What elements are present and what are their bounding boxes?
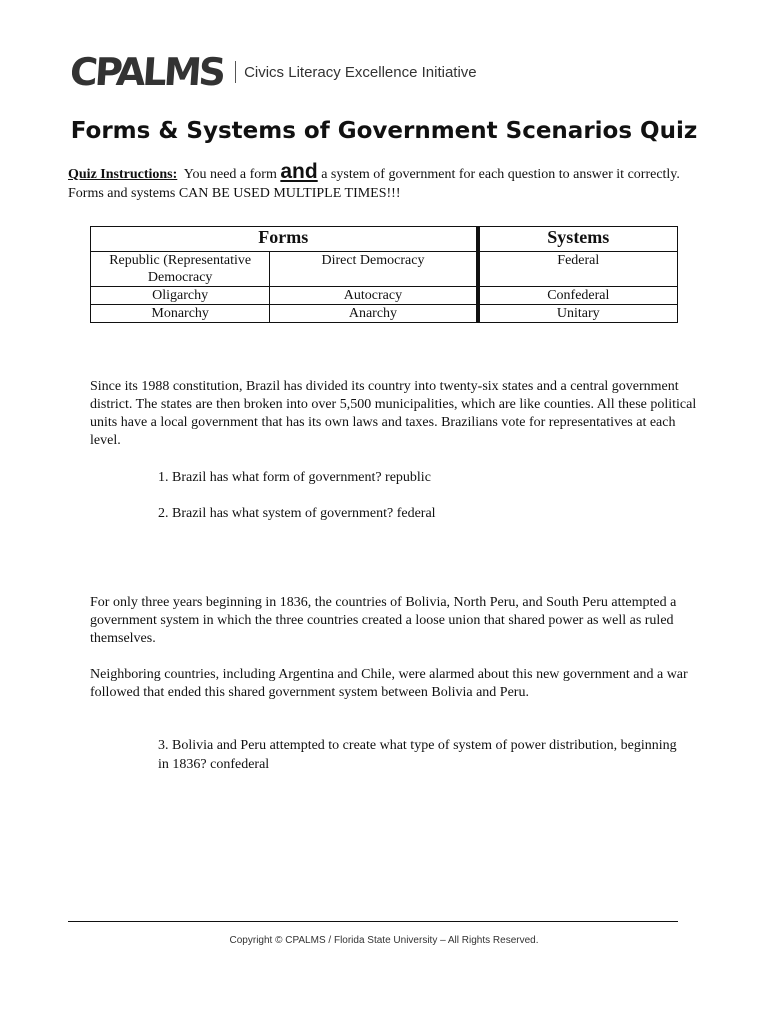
header — [70, 50, 477, 94]
table-cell: Republic (Representative Democracy — [91, 252, 270, 287]
table-cell: Anarchy — [270, 305, 478, 323]
table-cell: Autocracy — [270, 287, 478, 305]
table-cell: Oligarchy — [91, 287, 270, 305]
table-cell: Monarchy — [91, 305, 270, 323]
instructions-emphasis: and — [280, 160, 318, 183]
page-title: Forms & Systems of Government Scenarios Quiz — [70, 118, 698, 144]
instructions-text-before: You need a form — [183, 167, 277, 182]
forms-header: Forms — [91, 227, 478, 252]
footer-divider — [68, 921, 678, 922]
instructions-text-after: a system of government for each question to answer it correctly. Forms and systems CAN BE USED MULTIPLE TIMES!!! — [68, 167, 680, 201]
forms-systems-table — [90, 226, 678, 323]
logo-wordmark: CPALMS — [68, 50, 225, 94]
cpalms-logo — [68, 50, 225, 94]
table-row — [91, 252, 678, 287]
instructions-label: Quiz Instructions: — [68, 167, 178, 182]
logo-tagline: Civics Literacy Excellence Initiative — [244, 63, 477, 81]
question-3: 3. Bolivia and Peru attempted to create what type of system of power distribution, beginning in 1836? confederal — [158, 738, 677, 772]
scenario-brazil: Since its 1988 constitution, Brazil has divided its country into twenty-six states and a central government district. The states are then broken into over 5,500 municipalities, which are like counties. All these political units have a local government that has its own laws and taxes. Brazilians vote for representatives at each level. — [90, 379, 697, 448]
scenario-war: Neighboring countries, including Argentina and Chile, were alarmed about this new government and a war followed that ended this shared government system between Bolivia and Peru. — [90, 667, 688, 700]
table-row — [91, 287, 678, 305]
table-cell: Direct Democracy — [270, 252, 478, 287]
logo-divider — [235, 61, 236, 83]
scenario-bolivia-peru: For only three years beginning in 1836, the countries of Bolivia, North Peru, and South Peru attempted a government system in which the three countries created a loose union that shared power as well as ruled themselves. — [90, 595, 677, 646]
table-header-row — [91, 227, 678, 252]
table-cell: Unitary — [478, 305, 678, 323]
question-2: 2. Brazil has what system of government? federal — [158, 506, 436, 521]
table-cell: Confederal — [478, 287, 678, 305]
systems-header: Systems — [478, 227, 678, 252]
table-cell: Federal — [478, 252, 678, 287]
footer-copyright: Copyright © CPALMS / Florida State University – All Rights Reserved. — [229, 935, 539, 946]
table-row — [91, 305, 678, 323]
question-1: 1. Brazil has what form of government? republic — [158, 470, 431, 485]
quiz-instructions — [68, 162, 708, 203]
